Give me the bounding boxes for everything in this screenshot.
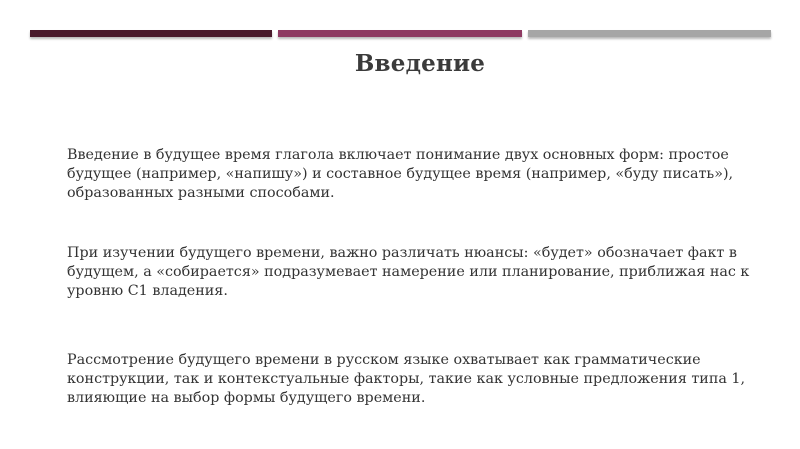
body-paragraph-2: При изучении будущего времени, важно различать нюансы: «будет» обозначает факт в будущем, а «собирается» подразумевает намерение или планирование, приближая нас к уровню C1 владения. (67, 245, 750, 299)
slide-title: Введение (354, 50, 486, 77)
accent-bar-gray (528, 30, 771, 37)
body-paragraph-1: Введение в будущее время глагола включает понимание двух основных форм: простое будущее (например, «напишу») и составное будущее время (например, «буду писать»), образованных разными способами. (67, 147, 734, 201)
accent-bar-magenta (278, 30, 522, 37)
body-paragraph-3: Рассмотрение будущего времени в русском языке охватывает как грамматические конструкции, так и контекстуальные факторы, такие как условные предложения типа 1, влияющие на выбор формы будущего времени. (67, 352, 746, 406)
accent-bar-dark (30, 30, 272, 37)
decorative-header-bars (30, 30, 771, 38)
